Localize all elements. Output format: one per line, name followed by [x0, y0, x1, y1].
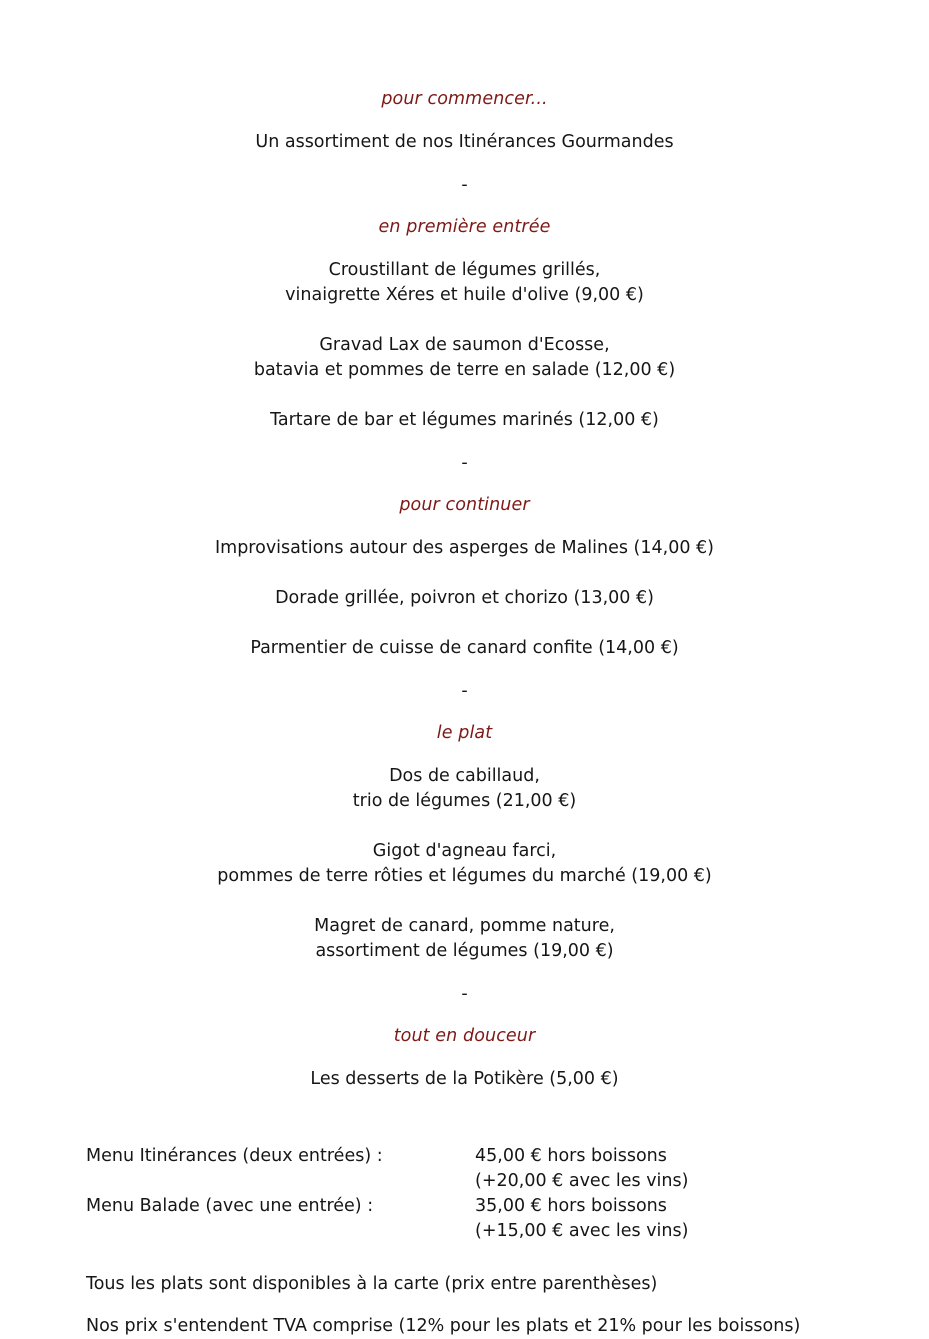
- pricing-values: [475, 1144, 929, 1194]
- dish-line: Gravad Lax de saumon d'Ecosse,: [319, 335, 610, 355]
- dish-line: Gigot d'agneau farci,: [372, 841, 557, 861]
- pricing-label: Menu Itinérances (deux entrées) :: [86, 1146, 383, 1166]
- footnote-a-la-carte: Tous les plats sont disponibles à la carte (prix entre parenthèses): [86, 1274, 658, 1294]
- dish-line: Un assortiment de nos Itinérances Gourmandes: [255, 132, 674, 152]
- dish-item: [0, 1067, 929, 1092]
- dish-item: [0, 536, 929, 561]
- footnote-tva: Nos prix s'entendent TVA comprise (12% pour les plats et 21% pour les boissons): [86, 1316, 801, 1336]
- dish-item: [0, 130, 929, 155]
- pricing-label: Menu Balade (avec une entrée) :: [86, 1196, 374, 1216]
- pricing-wine-option: (+15,00 € avec les vins): [475, 1221, 689, 1241]
- dish-item: [0, 586, 929, 611]
- dish-line: Magret de canard, pomme nature,: [314, 916, 615, 936]
- dish-item: [0, 258, 929, 308]
- pricing-values: [475, 1194, 929, 1244]
- dish-item: [0, 636, 929, 661]
- dish-line: batavia et pommes de terre en salade (12,00 €): [253, 360, 676, 380]
- pricing-row: [86, 1144, 929, 1194]
- dish-line: Dorade grillée, poivron et chorizo (13,00 €): [275, 588, 654, 608]
- section-heading-le-plat: le plat: [436, 723, 493, 743]
- dish-line: trio de légumes (21,00 €): [352, 791, 577, 811]
- dish-item: [0, 333, 929, 383]
- section-separator: -: [461, 984, 468, 1004]
- section-heading-pour-commencer: pour commencer...: [381, 89, 548, 109]
- section-heading-pour-continuer: pour continuer: [399, 495, 530, 515]
- section-separator: -: [461, 175, 468, 195]
- dish-line: Croustillant de légumes grillés,: [328, 260, 601, 280]
- dish-line: assortiment de légumes (19,00 €): [315, 941, 614, 961]
- pricing-row: [86, 1194, 929, 1244]
- dish-item: [0, 914, 929, 964]
- section-separator: -: [461, 681, 468, 701]
- section-heading-tout-en-douceur: tout en douceur: [393, 1026, 536, 1046]
- pricing-price: 35,00 € hors boissons: [475, 1196, 667, 1216]
- pricing-wine-option: (+20,00 € avec les vins): [475, 1171, 689, 1191]
- dish-line: Les desserts de la Potikère (5,00 €): [310, 1069, 619, 1089]
- dish-item: [0, 408, 929, 433]
- dish-item: [0, 839, 929, 889]
- dish-line: Improvisations autour des asperges de Malines (14,00 €): [214, 538, 714, 558]
- dish-item: [0, 764, 929, 814]
- dish-line: pommes de terre rôties et légumes du marché (19,00 €): [217, 866, 712, 886]
- dish-line: Parmentier de cuisse de canard confite (14,00 €): [250, 638, 679, 658]
- dish-line: vinaigrette Xéres et huile d'olive (9,00 €): [285, 285, 644, 305]
- menu-pricing-block: [0, 1144, 929, 1244]
- dish-line: Tartare de bar et légumes marinés (12,00 €): [270, 410, 659, 430]
- section-separator: -: [461, 453, 468, 473]
- section-heading-en-premiere-entree: en première entrée: [378, 217, 551, 237]
- menu-footnotes: [0, 1272, 929, 1339]
- dish-line: Dos de cabillaud,: [389, 766, 540, 786]
- pricing-price: 45,00 € hors boissons: [475, 1146, 667, 1166]
